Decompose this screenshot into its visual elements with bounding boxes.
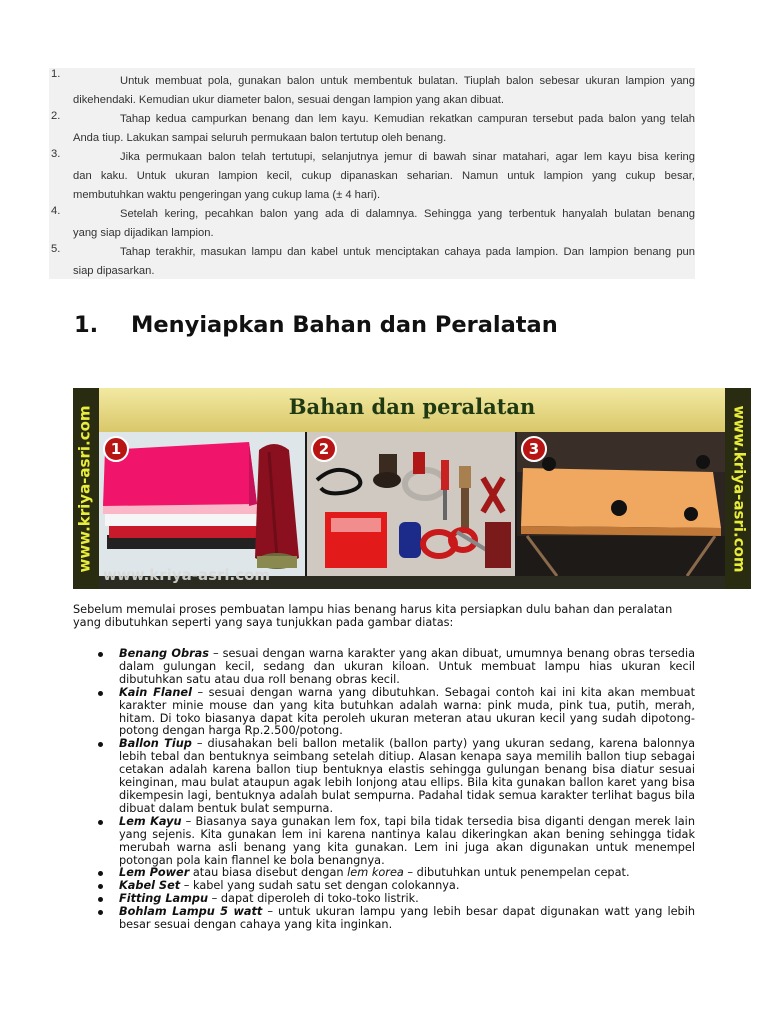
list-item (73, 738, 695, 815)
item-term: Kabel Set (119, 879, 181, 893)
list-item (73, 906, 695, 932)
materials-photo (73, 388, 751, 589)
banner-side-left (73, 388, 99, 589)
step-item (49, 110, 695, 148)
step-line: Jika permukaan balon telah tertutupi, selanjutnya jemur di bawah sinar matahari, agar lem kayu bisa kering (120, 151, 695, 163)
item-term: Fitting Lampu (119, 892, 209, 906)
photo-panel-fabric (99, 432, 305, 576)
step-number: 1. (51, 68, 61, 80)
step-number: 3. (51, 148, 61, 160)
step-number: 4. (51, 205, 61, 217)
step-line: siap dipasarkan. (73, 265, 155, 277)
panel-badge-3: 3 (521, 436, 547, 462)
banner-title: Bahan dan peralatan (288, 394, 536, 419)
item-term: Lem Power (119, 866, 190, 880)
section-number: 1. (74, 312, 99, 338)
item-text: atau biasa disebut dengan (189, 866, 348, 880)
item-text: – untuk ukuran lampu yang lebih besar dapat digunakan watt yang lebih besar sesuai dengan cahaya yang kita inginkan. (119, 905, 696, 932)
banner-watermark: www.kriya-asri.com (103, 566, 271, 584)
side-watermark-right: www.kriya-asri.com (730, 405, 749, 573)
step-item (49, 148, 695, 205)
step-line: Untuk membuat pola, gunakan balon untuk membentuk bulatan. Tiuplah balon sebesar ukuran lampion yang (120, 75, 695, 87)
item-term: Lem Kayu (119, 814, 182, 828)
tools-illustration (307, 432, 515, 576)
item-term: Bohlam Lampu 5 watt (119, 905, 263, 919)
item-text: – Biasanya saya gunakan lem fox, tapi bila tidak tersedia bisa diganti dengan merek lain yang sejenis. Kita gunakan lem ini karena nantinya kalau dikeringkan akan bening sehingga tidak merubah warna asli benang yang kita gunakan. Lem ini juga akan digunakan untuk menempel potongan pola kain flannel ke bola benangnya. (119, 814, 695, 867)
section-title: Menyiapkan Bahan dan Peralatan (131, 312, 558, 338)
step-item (49, 68, 695, 110)
banner-side-right (725, 388, 751, 589)
fabric-thread-illustration (99, 432, 305, 576)
item-text: – kabel yang sudah satu set dengan colokannya. (180, 879, 460, 893)
step-line: Anda tiup. Lakukan sampai seluruh permukaan balon tertutup oleh benang. (73, 132, 447, 144)
photo-panel-tools (307, 432, 515, 576)
side-watermark-left: www.kriya-asri.com (75, 405, 94, 573)
step-line: Setelah kering, pecahkan balon yang ada di dalamnya. Sehingga yang terbentuk hanyalah bulatan benang (120, 208, 695, 220)
steps-list (49, 68, 695, 279)
section-heading (74, 312, 558, 338)
step-line: yang siap dijadikan lampion. (73, 227, 214, 239)
step-line: Tahap kedua campurkan benang dan lem kayu. Kemudian rekatkan campuran tersebut pada balon yang telah (120, 113, 695, 125)
step-line: membutuhkan waktu pengeringan yang cukup lama (± 4 hari). (73, 189, 381, 201)
step-line: dan kaku. Untuk ukuran lampion kecil, cukup dipanaskan seharian. Namun untuk lampion yang cukup besar, (73, 170, 695, 182)
item-term: Ballon Tiup (119, 737, 192, 751)
item-text: – dibutuhkan untuk penempelan cepat. (403, 866, 630, 880)
step-line: dikehendaki. Kemudian ukur diameter balon, sesuai dengan lampion yang akan dibuat. (73, 94, 505, 106)
board-illustration (517, 432, 725, 576)
photo-panel-board (517, 432, 725, 576)
item-text: – diusahakan beli ballon metalik (ballon party) yang ukuran sedang, karena balonnya lebih tebal dan bentuknya seimbang setelah ditiup. Alasan kenapa saya memilih ballon tiup sebagai cetakan adalah karena ballon tiup bentuknya elastis sehingga gulungan benang bisa diatur sesuai keinginan, mau bulat ataupun agak lebih lonjong atau ellips. Bila kita gunakan ballon karet yang bisa dikempesin lagi, bentuknya adalah bulat sempurna. Padahal tidak semua karakter terlihat bagus bila dibuat dalam bentuk bulat sempurna. (119, 737, 696, 815)
step-number: 2. (51, 110, 61, 122)
item-text: – dapat diperoleh di toko-toko listrik. (208, 892, 419, 906)
item-term: Benang Obras (119, 647, 209, 660)
panel-badge-1: 1 (103, 436, 129, 462)
item-emphasis: lem korea (347, 866, 404, 880)
panel-badge-2: 2 (311, 436, 337, 462)
step-number: 5. (51, 243, 61, 255)
intro-paragraph: Sebelum memulai proses pembuatan lampu hias benang harus kita persiapkan dulu bahan dan peralatan yang dibutuhkan seperti yang saya tunjukkan pada gambar diatas: (73, 603, 673, 629)
step-item (49, 243, 695, 281)
item-text: – sesuai dengan warna karakter yang akan dibuat, umumnya benang obras tersedia dalam gulungan kecil, sedang dan ukuran kiloan. Untuk membuat lampu hias ukuran kecil dibutuhkan satu atau dua roll benang obras kecil. (119, 647, 696, 686)
list-item (73, 648, 695, 687)
step-item (49, 205, 695, 243)
step-line: Tahap terakhir, masukan lampu dan kabel untuk menciptakan cahaya pada lampion. Dan lampion benang pun (120, 246, 695, 258)
materials-list (73, 648, 695, 932)
banner-title-bar (99, 388, 725, 432)
item-term: Kain Flanel (119, 685, 192, 699)
list-item (73, 816, 695, 868)
item-text: – sesuai dengan warna yang dibutuhkan. Sebagai contoh kai ini kita akan membuat karakter minie mouse dan yang kita butuhkan adalah warna: pink muda, pink tua, putih, merah, hitam. Di toko biasanya dapat kita peroleh ukuran meteran atau ukuran kecil yang sudah dipotong-potong dengan harga Rp.2.500/potong. (119, 685, 695, 738)
list-item (73, 687, 695, 739)
